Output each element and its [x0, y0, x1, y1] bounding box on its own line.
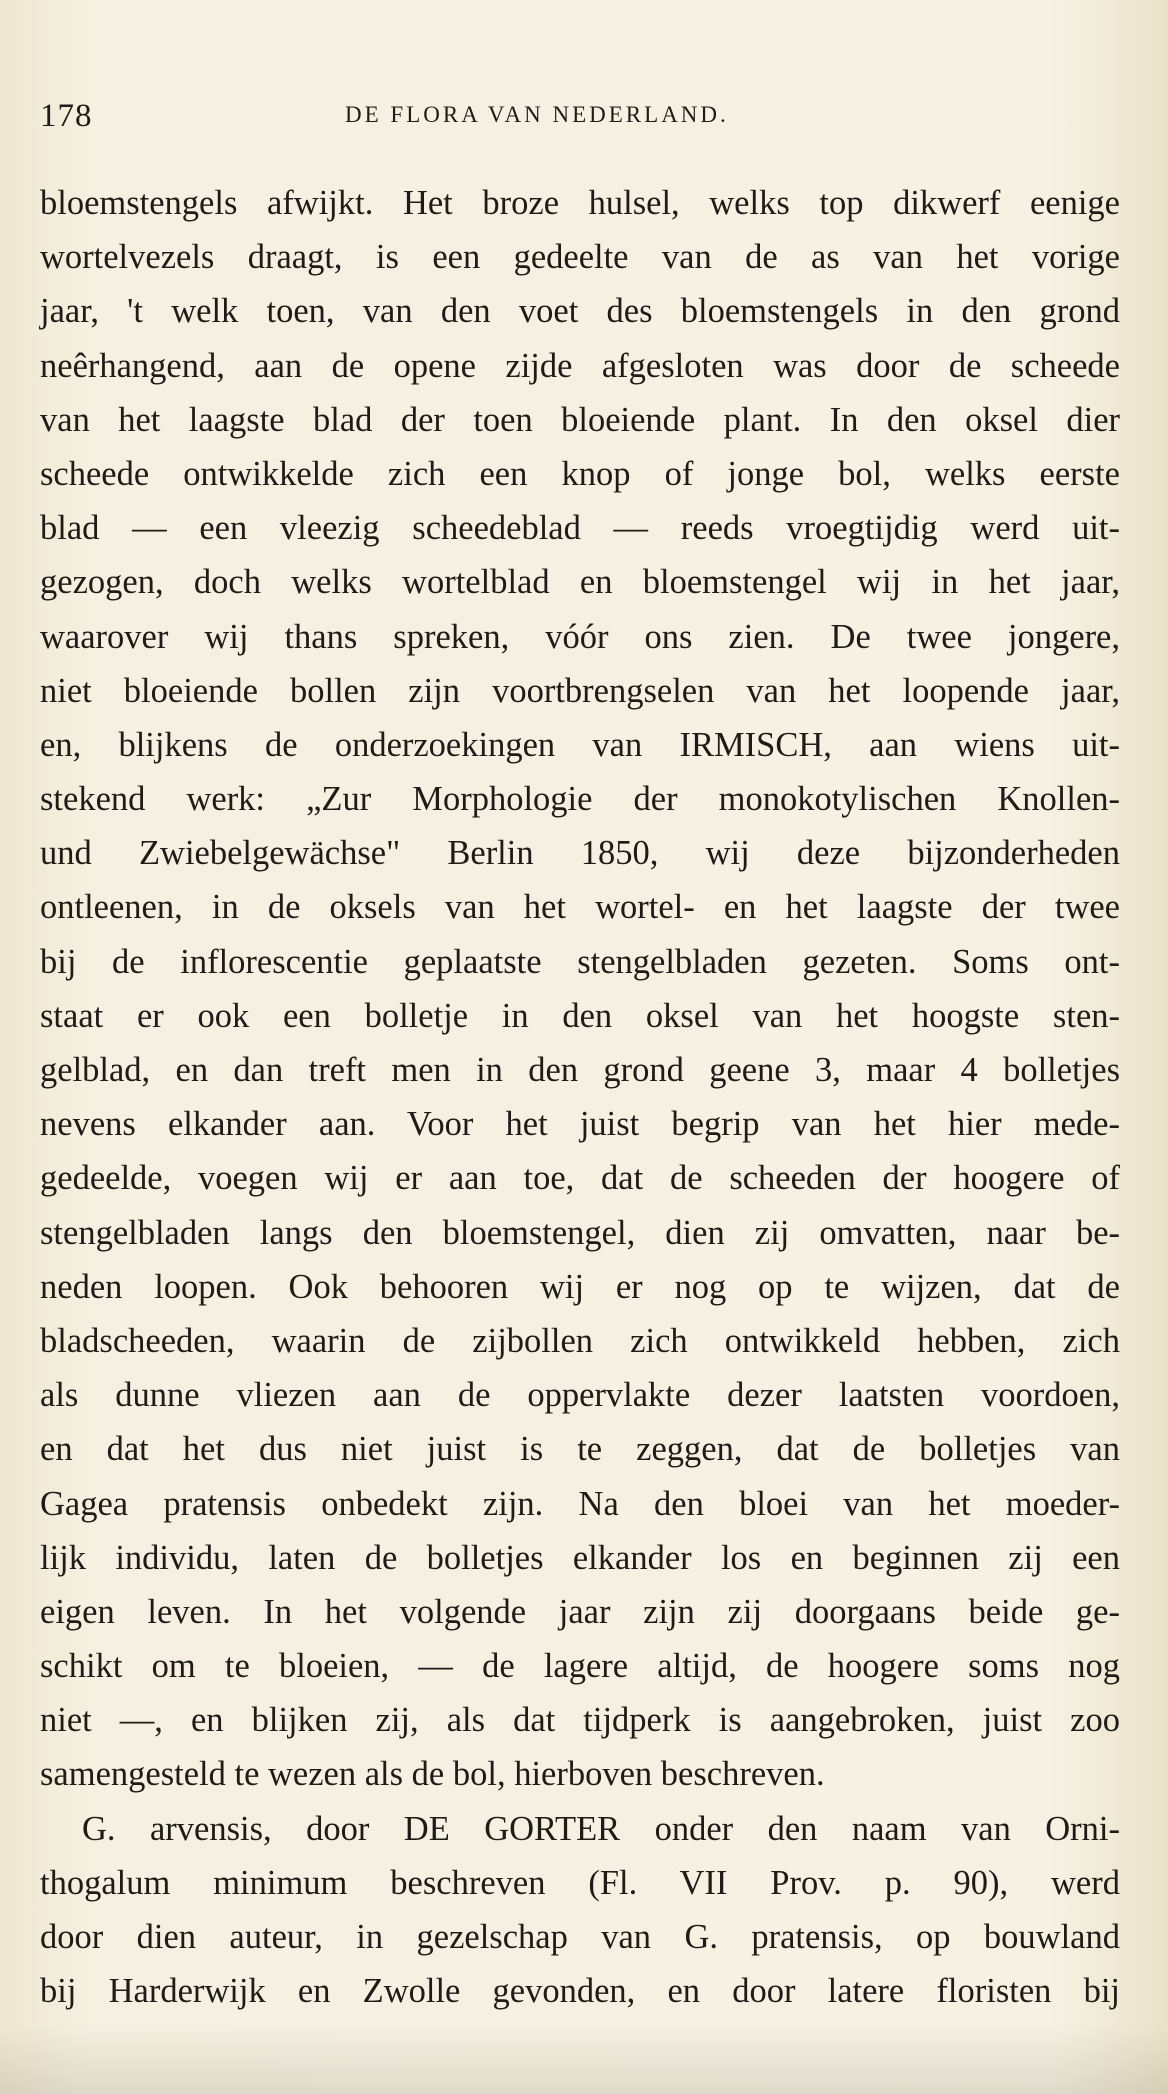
text-line: van het laagste blad der toen bloeiende plant. In den oksel dier [40, 400, 1120, 439]
text-line: door dien auteur, in gezelschap van G. pratensis, op bouwland [40, 1918, 1120, 1956]
text-line: waarover wij thans spreken, vóór ons zien. De twee jongere, [40, 617, 1120, 656]
text-line: als dunne vliezen aan de oppervlakte dezer laatsten voordoen, [40, 1376, 1120, 1415]
text-line: thogalum minimum beschreven (Fl. VII Prov. p. 90), werd [40, 1863, 1120, 1902]
text-line: und Zwiebelgewächse" Berlin 1850, wij deze bijzonderheden [40, 834, 1120, 873]
text-line: samengesteld te wezen als de bol, hierboven beschreven. [40, 1755, 825, 1794]
text-line: staat er ook een bolletje in den oksel van het hoogste sten- [40, 996, 1120, 1035]
text-line: G. arvensis, door DE GORTER onder den naam van Orni- [82, 1809, 1120, 1848]
text-line: neden loopen. Ook behooren wij er nog op te wijzen, dat de [40, 1267, 1120, 1306]
text-line: gezogen, doch welks wortelblad en bloemstengel wij in het jaar, [40, 563, 1120, 602]
text-line: stengelbladen langs den bloemstengel, dien zij omvatten, naar be- [40, 1213, 1120, 1252]
text-line: scheede ontwikkelde zich een knop of jonge bol, welks eerste [40, 454, 1120, 493]
text-line: lijk individu, laten de bolletjes elkander los en beginnen zij een [40, 1538, 1120, 1577]
text-line: jaar, 't welk toen, van den voet des bloemstengels in den grond [40, 292, 1120, 331]
text-line: niet bloeiende bollen zijn voortbrengselen van het loopende jaar, [40, 671, 1120, 710]
text-line: bij de inflorescentie geplaatste stengelbladen gezeten. Soms ont- [40, 942, 1120, 981]
text-line: niet —, en blijken zij, als dat tijdperk is aangebroken, juist zoo [40, 1701, 1120, 1740]
text-line: ontleenen, in de oksels van het wortel- en het laagste der twee [40, 888, 1120, 927]
text-line: nevens elkander aan. Voor het juist begrip van het hier mede- [40, 1105, 1120, 1144]
page-edge-shadow [0, 2024, 1168, 2094]
page-header [40, 98, 1120, 142]
page-number: 178 [40, 98, 93, 134]
text-line: bladscheeden, waarin de zijbollen zich ontwikkeld hebben, zich [40, 1321, 1120, 1360]
text-line: blad — een vleezig scheedeblad — reeds vroegtijdig werd uit- [40, 509, 1120, 548]
text-line: stekend werk: „Zur Morphologie der monokotylischen Knollen- [40, 780, 1120, 819]
text-line: en dat het dus niet juist is te zeggen, dat de bolletjes van [40, 1430, 1120, 1469]
body-text [40, 176, 1120, 2018]
text-line: Gagea pratensis onbedekt zijn. Na den bloei van het moeder- [40, 1484, 1120, 1523]
text-line: neêrhangend, aan de opene zijde afgesloten was door de scheede [40, 346, 1120, 385]
text-line: gelblad, en dan treft men in den grond geene 3, maar 4 bolletjes [40, 1051, 1120, 1089]
text-line: wortelvezels draagt, is een gedeelte van de as van het vorige [40, 238, 1120, 277]
text-line: schikt om te bloeien, — de lagere altijd, de hoogere soms nog [40, 1647, 1120, 1686]
text-line: bij Harderwijk en Zwolle gevonden, en door latere floristen bij [40, 1972, 1120, 2011]
text-line: eigen leven. In het volgende jaar zijn zij doorgaans beide ge- [40, 1592, 1120, 1631]
text-line: gedeelde, voegen wij er aan toe, dat de scheeden der hoogere of [40, 1159, 1120, 1198]
text-line: en, blijkens de onderzoekingen van IRMISCH, aan wiens uit- [40, 725, 1120, 764]
running-title: DE FLORA VAN NEDERLAND. [345, 102, 729, 127]
text-line: bloemstengels afwijkt. Het broze hulsel, welks top dikwerf eenige [40, 184, 1120, 222]
